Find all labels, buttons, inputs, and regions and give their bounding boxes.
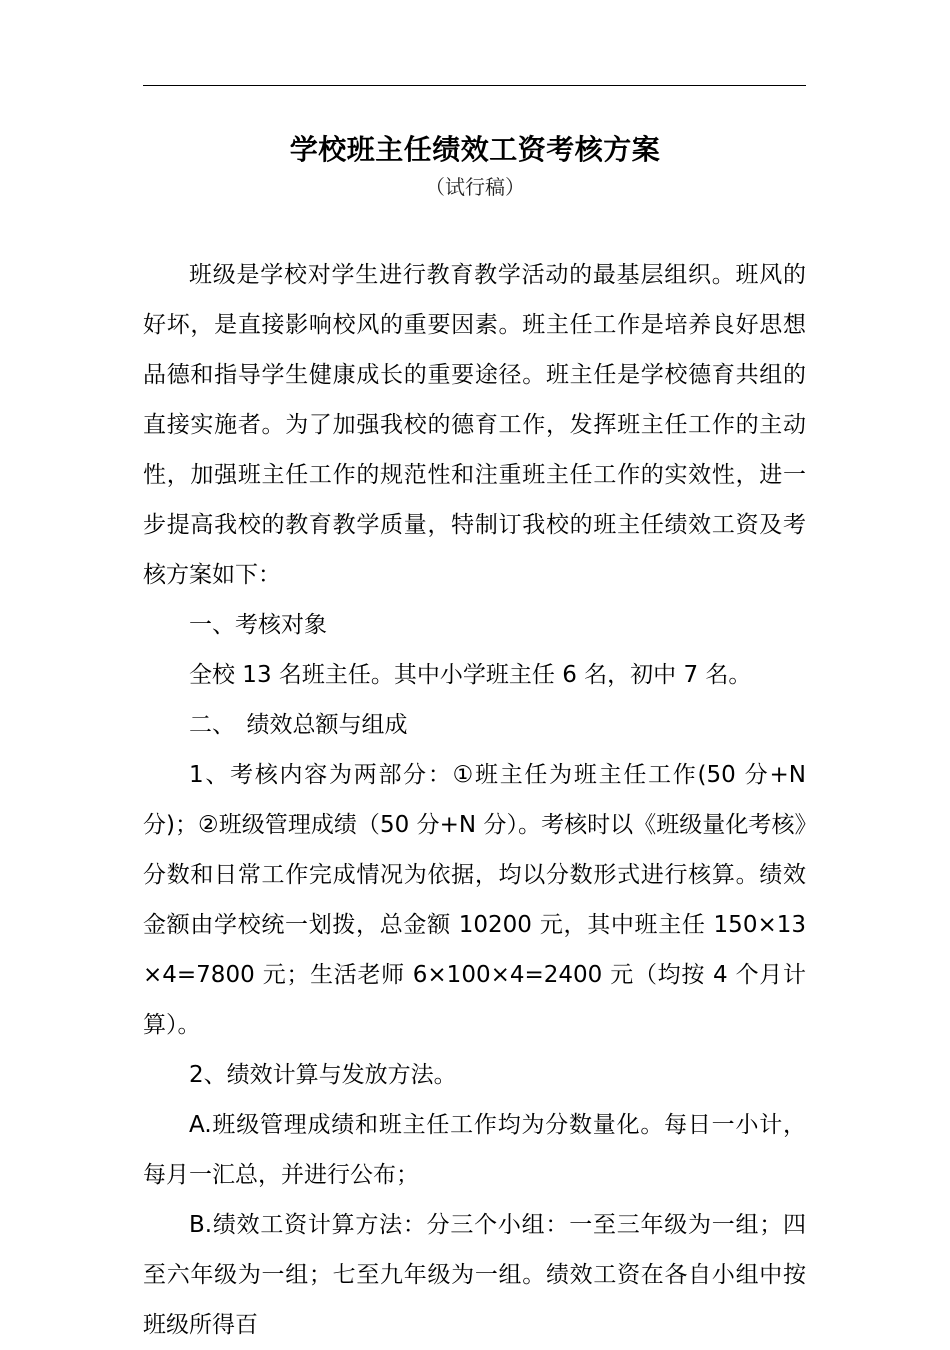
document-body [143,250,806,1350]
document-subtitle: （试行稿） [425,175,525,199]
assessment-target-paragraph: 全校 13 名班主任。其中小学班主任 6 名，初中 7 名。 [189,662,752,688]
item-a-paragraph: A.班级管理成绩和班主任工作均为分数量化。每日一小计，每月一汇总，并进行公布； [143,1112,806,1188]
assessment-content-paragraph: 1、考核内容为两部分：①班主任为班主任工作(50 分+N 分)；②班级管理成绩（50 分+N 分）。考核时以《班级量化考核》分数和日常工作完成情况为依据，均以分数形式进行核算。绩效金额由学校统一划拨，总金额 10200 元，其中班主任 150×13×4=7800 元；生活老师 6×100×4=2400 元（均按 4 个月计算）。 [143,762,806,1038]
calculation-heading: 2、绩效计算与发放方法。 [189,1062,457,1088]
header-rule [143,85,806,86]
document-title: 学校班主任绩效工资考核方案 [289,133,661,166]
section-heading-assessment-target: 一、考核对象 [189,612,327,638]
intro-paragraph: 班级是学校对学生进行教育教学活动的最基层组织。班风的好坏，是直接影响校风的重要因素。班主任工作是培养良好思想品德和指导学生健康成长的重要途径。班主任是学校德育共组的直接实施者。为了加强我校的德育工作，发挥班主任工作的主动性，加强班主任工作的规范性和注重班主任工作的实效性，进一步提高我校的教育教学质量，特制订我校的班主任绩效工资及考核方案如下： [143,262,806,588]
section-heading-performance-total: 二、 绩效总额与组成 [189,712,408,738]
item-b-paragraph: B.绩效工资计算方法：分三个小组：一至三年级为一组；四至六年级为一组；七至九年级为一组。绩效工资在各自小组中按班级所得百 [143,1212,806,1338]
